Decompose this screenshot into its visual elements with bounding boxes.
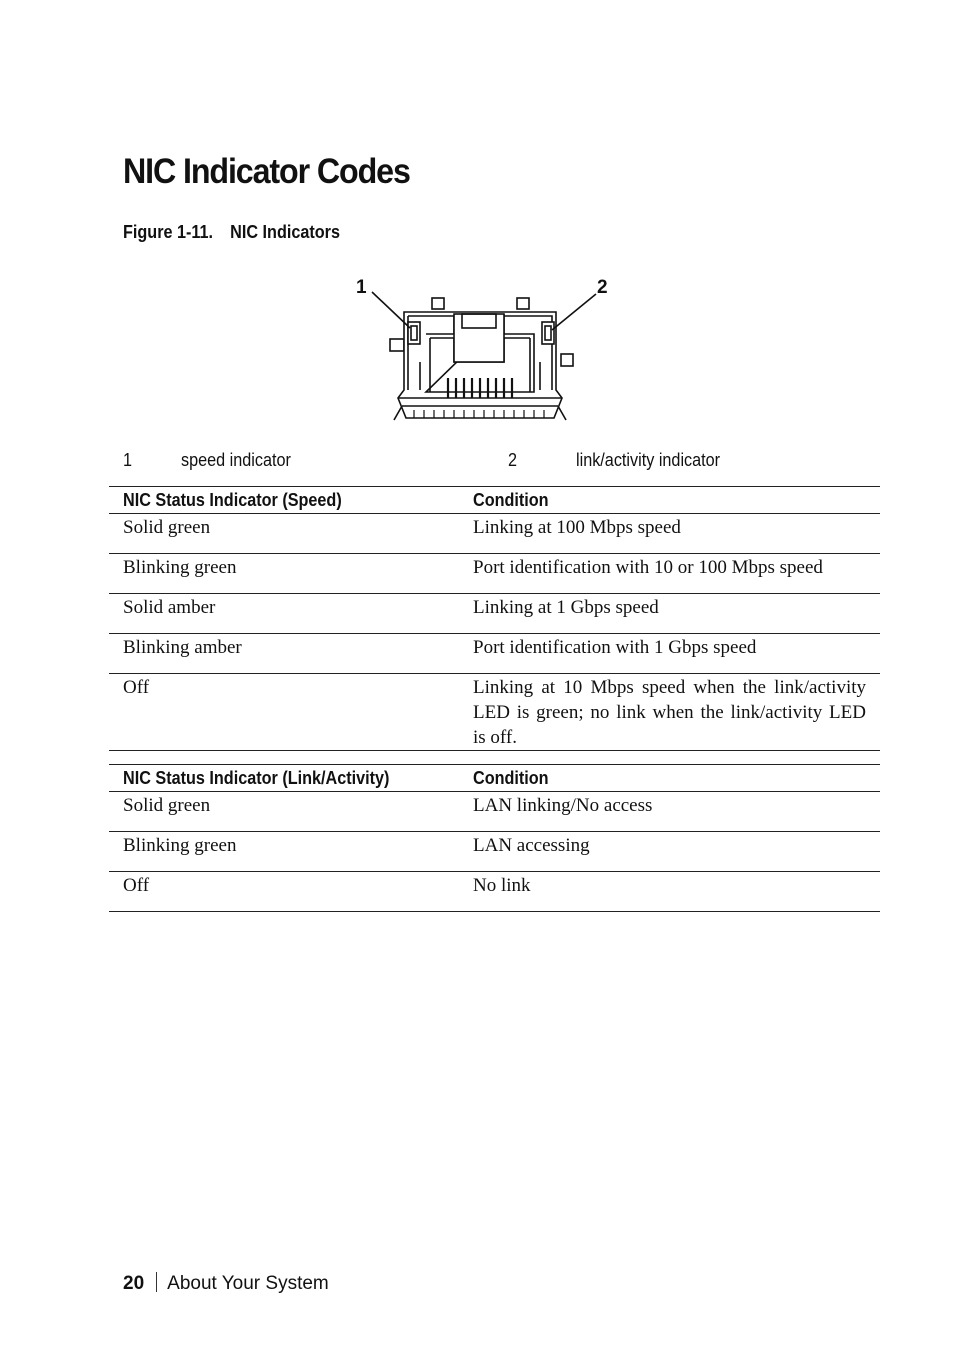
column-header: Condition	[459, 765, 880, 792]
table-cell: Linking at 1 Gbps speed	[459, 594, 880, 634]
nic-connector-diagram	[354, 272, 624, 429]
table-cell: Solid green	[109, 792, 459, 832]
column-header: NIC Status Indicator (Speed)	[109, 487, 459, 514]
table-row	[109, 674, 880, 751]
figure-title: NIC Indicators	[230, 222, 340, 242]
column-header: Condition	[459, 487, 880, 514]
callout-1-number: 1	[123, 450, 133, 470]
page-title: NIC Indicator Codes	[123, 152, 410, 191]
table-cell: Off	[109, 872, 459, 912]
table-cell: Linking at 100 Mbps speed	[459, 514, 880, 554]
table-row	[109, 554, 880, 594]
figure-number: Figure 1-11.	[123, 222, 214, 242]
table-cell: Port identification with 10 or 100 Mbps speed	[459, 554, 880, 594]
callout-number-2: 2	[597, 277, 608, 298]
page-number: 20	[123, 1273, 145, 1294]
table-row	[109, 872, 880, 912]
rj45-port-illustration	[354, 272, 624, 424]
table-row	[109, 634, 880, 674]
table-cell: Solid amber	[109, 594, 459, 634]
table-header-row	[109, 765, 880, 792]
link-activity-indicator-table	[109, 764, 880, 912]
table-cell: Port identification with 1 Gbps speed	[459, 634, 880, 674]
table-cell: LAN linking/No access	[459, 792, 880, 832]
callout-1-label: speed indicator	[181, 450, 291, 470]
table-row	[109, 792, 880, 832]
column-header: NIC Status Indicator (Link/Activity)	[109, 765, 459, 792]
callout-2-number: 2	[508, 450, 518, 470]
callout-2-label: link/activity indicator	[576, 450, 721, 470]
footer-divider	[156, 1272, 157, 1292]
table-cell: Blinking green	[109, 554, 459, 594]
page-footer	[123, 1272, 329, 1295]
table-cell: Off	[109, 674, 459, 751]
figure-caption	[123, 222, 340, 243]
table-cell: Solid green	[109, 514, 459, 554]
table-cell: LAN accessing	[459, 832, 880, 872]
table-cell: No link	[459, 872, 880, 912]
speed-indicator-table	[109, 486, 880, 751]
table-cell: Blinking amber	[109, 634, 459, 674]
table-row	[109, 514, 880, 554]
table-header-row	[109, 487, 880, 514]
table-cell: Blinking green	[109, 832, 459, 872]
callout-number-1: 1	[356, 277, 367, 298]
table-cell: Linking at 10 Mbps speed when the link/activity LED is green; no link when the link/activity LED is off.	[459, 674, 880, 751]
table-row	[109, 594, 880, 634]
table-row	[109, 832, 880, 872]
section-name: About Your System	[167, 1273, 329, 1294]
